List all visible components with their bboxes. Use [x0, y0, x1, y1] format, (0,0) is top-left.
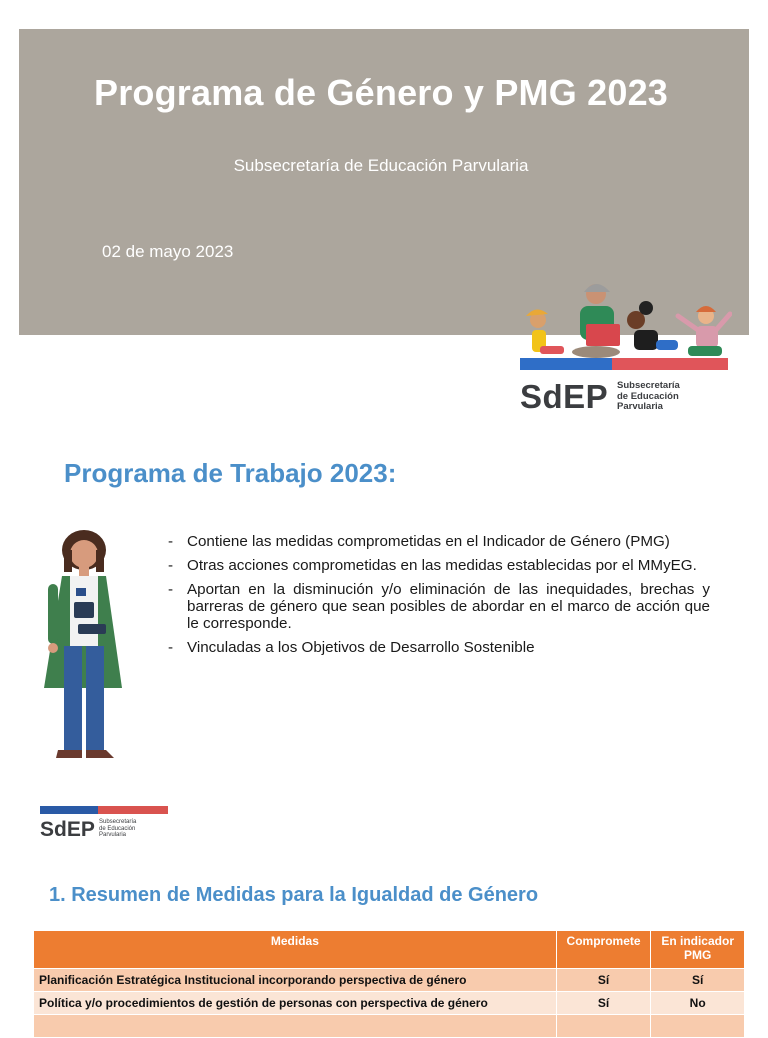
sdep-logo-line3: Parvularia [617, 401, 663, 412]
bullet-dash: - [168, 581, 174, 598]
sdep-logo-line2: de Educación [99, 825, 136, 832]
table-cell-commits [556, 1015, 651, 1038]
work-program-heading: Programa de Trabajo 2023: [64, 458, 397, 488]
table-cell-in-pmg: Sí [651, 969, 745, 992]
sdep-logo [520, 378, 680, 416]
presentation-title: Programa de Género y PMG 2023 [93, 72, 669, 113]
bullet-dash: - [168, 639, 174, 656]
work-program-list [168, 533, 710, 663]
logo-color-bar [40, 806, 168, 814]
sdep-logo-line3: Parvularia [99, 832, 127, 839]
bullet-dash: - [168, 533, 174, 550]
sdep-logo-mark: SdEP [40, 818, 95, 841]
table-cell-measure [34, 1015, 557, 1038]
list-item [168, 581, 710, 632]
table-row [34, 1015, 745, 1038]
logo-bar-blue [40, 806, 98, 814]
presentation-subtitle: Subsecretaría de Educación Parvularia [233, 156, 529, 175]
logo-bar-red [98, 806, 168, 814]
sdep-logo-line1: Subsecretaría [617, 380, 680, 391]
list-item [168, 557, 710, 574]
list-item [168, 639, 710, 656]
table-cell-measure: Política y/o procedimientos de gestión de personas con perspectiva de género [34, 992, 557, 1015]
sdep-logo-mark: SdEP [520, 378, 609, 415]
header-in-pmg: En indicador PMG [651, 931, 745, 969]
list-item-text: Vinculadas a los Objetivos de Desarrollo Sostenible [187, 639, 535, 656]
table-cell-measure: Planificación Estratégica Institucional incorporando perspectiva de género [34, 969, 557, 992]
table-cell-commits: Sí [556, 969, 651, 992]
table-cell-commits: Sí [556, 992, 651, 1015]
sdep-logo-line1: Subsecretaría [99, 819, 137, 825]
bullet-dash: - [168, 557, 174, 574]
table-row [34, 969, 745, 992]
sdep-logo-small [40, 806, 168, 841]
list-item [168, 533, 710, 550]
table-cell-in-pmg [651, 1015, 745, 1038]
list-item-text: Otras acciones comprometidas en las medidas establecidas por el MMyEG. [187, 557, 697, 574]
list-item-text: Aportan en la disminución y/o eliminación de las inequidades, brechas y barreras de género que sean posibles de abordar en el marco de acción que le corresponde. [187, 581, 710, 632]
table-header-row [34, 931, 745, 969]
sdep-logo-text [617, 381, 680, 413]
children-reading-illustration [516, 280, 732, 376]
table-row [34, 992, 745, 1015]
sdep-logo-text [99, 819, 136, 839]
table-cell-in-pmg: No [651, 992, 745, 1015]
measures-table [33, 930, 745, 1038]
sdep-logo-line2: de Educación [617, 390, 679, 402]
header-commits: Compromete [556, 931, 651, 969]
presentation-date: 02 de mayo 2023 [102, 242, 234, 261]
measures-summary-heading: 1. Resumen de Medidas para la Igualdad de Género [49, 884, 539, 906]
header-measures: Medidas [34, 931, 557, 969]
woman-illustration [38, 528, 138, 768]
list-item-text: Contiene las medidas comprometidas en el Indicador de Género (PMG) [187, 533, 670, 550]
